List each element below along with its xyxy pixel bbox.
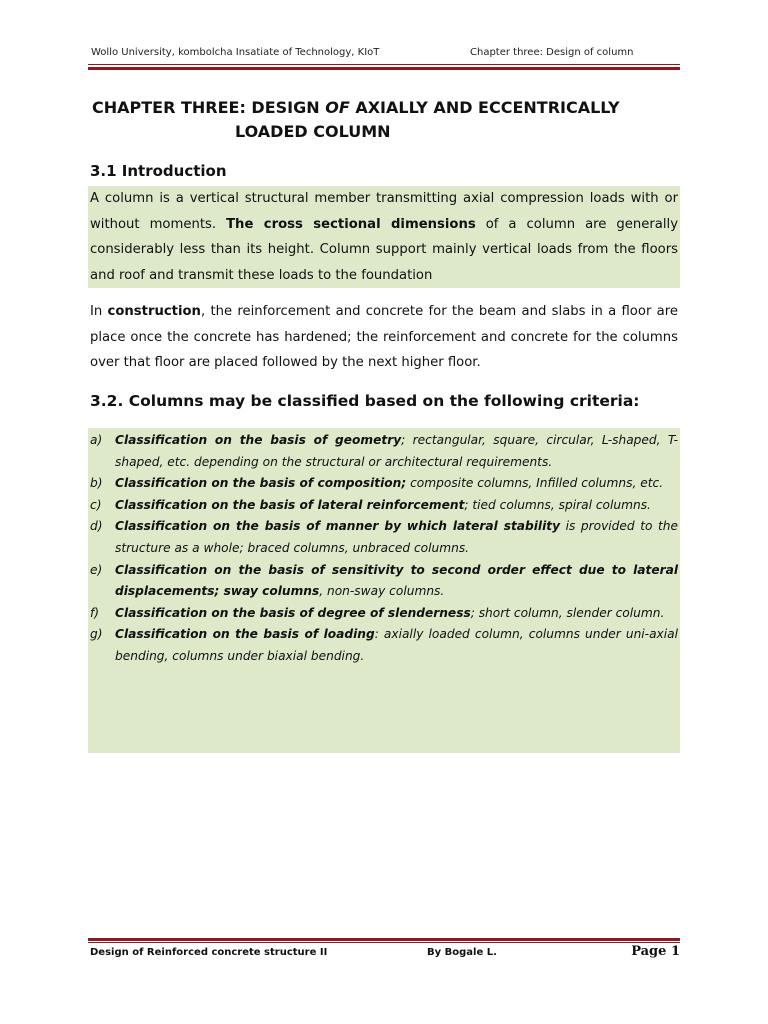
list-marker: b): [90, 476, 103, 491]
list-item: [90, 473, 678, 495]
intro-text-before: A column is a vertical structural member transmitting axial compression loads with or without moments.: [90, 191, 678, 232]
footer-rule-thin: [88, 942, 680, 943]
list-item: [90, 516, 678, 559]
intro-heading: 3.1 Introduction: [90, 162, 227, 180]
list-item-bold: Classification on the basis of geometry: [115, 433, 402, 447]
list-item-rest: composite columns, Infilled columns, etc.: [406, 476, 664, 491]
list-marker: f): [90, 605, 100, 620]
construction-paragraph: [90, 299, 678, 376]
list-item-bold: Classification on the basis of lateral reinforcement: [115, 497, 465, 512]
list-item: [90, 495, 678, 517]
list-item: [90, 624, 678, 667]
construction-rest: , the reinforcement and concrete for the beam and slabs in a floor are place once the concrete has hardened; the reinforcement and concrete for the columns over that floor are placed followed by the next higher floor.: [90, 304, 678, 370]
list-item-bold: Classification on the basis of degree of slenderness: [115, 605, 471, 620]
list-item: [90, 430, 678, 473]
list-item-rest: : axially loaded column, columns under uni-axial bending, columns under biaxial bending.: [115, 627, 679, 663]
page-footer: [90, 944, 680, 964]
header-chapter: Chapter three: Design of column: [470, 47, 634, 58]
title-part2: AXIALLY AND ECCENTRICALLY: [349, 98, 620, 117]
page-header: [88, 44, 680, 64]
footer-rule-thick: [88, 938, 680, 941]
list-item-bold: Classification on the basis of loading: [115, 627, 375, 642]
list-item-bold: Classification on the basis of manner by which lateral stability: [115, 519, 561, 534]
footer-course: Design of Reinforced concrete structure II: [90, 947, 328, 958]
list-item: [90, 603, 678, 625]
list-item-rest: ; rectangular, square, circular, L-shaped, T-shaped, etc. depending on the structural or architectural requirements.: [115, 433, 678, 469]
title-line2: LOADED COLUMN: [235, 122, 391, 141]
list-item-rest: ; tied columns, spiral columns.: [464, 497, 651, 512]
header-institution: Wollo University, kombolcha Insatiate of Technology, KIoT: [91, 47, 380, 58]
header-rule-thin: [88, 64, 680, 65]
classification-heading: 3.2. Columns may be classified based on the following criteria:: [90, 392, 640, 410]
list-item-bold: Classification on the basis of composition;: [115, 476, 407, 491]
list-marker: d): [90, 519, 103, 534]
intro-text-bold: The cross sectional dimensions: [226, 216, 476, 232]
list-item-rest: is provided to the structure as a whole; braced columns, unbraced columns.: [115, 519, 678, 555]
intro-text-after: of a column are generally considerably less than its height. Column support mainly vertical loads from the floors and roof and transmit these loads to the foundation: [90, 216, 678, 283]
header-rule-thick: [88, 67, 680, 70]
list-item-rest: ; short column, slender column.: [470, 605, 665, 620]
list-marker: c): [90, 497, 102, 512]
title-part1: CHAPTER THREE: DESIGN: [92, 98, 326, 117]
construction-bold: construction: [107, 304, 201, 319]
construction-prefix: In: [90, 304, 108, 319]
list-item-rest: , non-sway columns.: [319, 584, 445, 599]
list-item: [90, 560, 678, 603]
chapter-title: [92, 96, 682, 144]
title-of: OF: [325, 98, 350, 117]
page-number: Page 1: [631, 944, 680, 959]
classification-list: [90, 430, 678, 668]
list-marker: a): [90, 433, 103, 447]
list-marker: g): [90, 627, 103, 642]
list-item-bold: Classification on the basis of sensitivity to second order effect due to lateral displacements; sway columns: [115, 562, 678, 599]
intro-paragraph: [90, 186, 678, 288]
list-marker: e): [90, 562, 103, 577]
footer-author: By Bogale L.: [427, 947, 497, 958]
